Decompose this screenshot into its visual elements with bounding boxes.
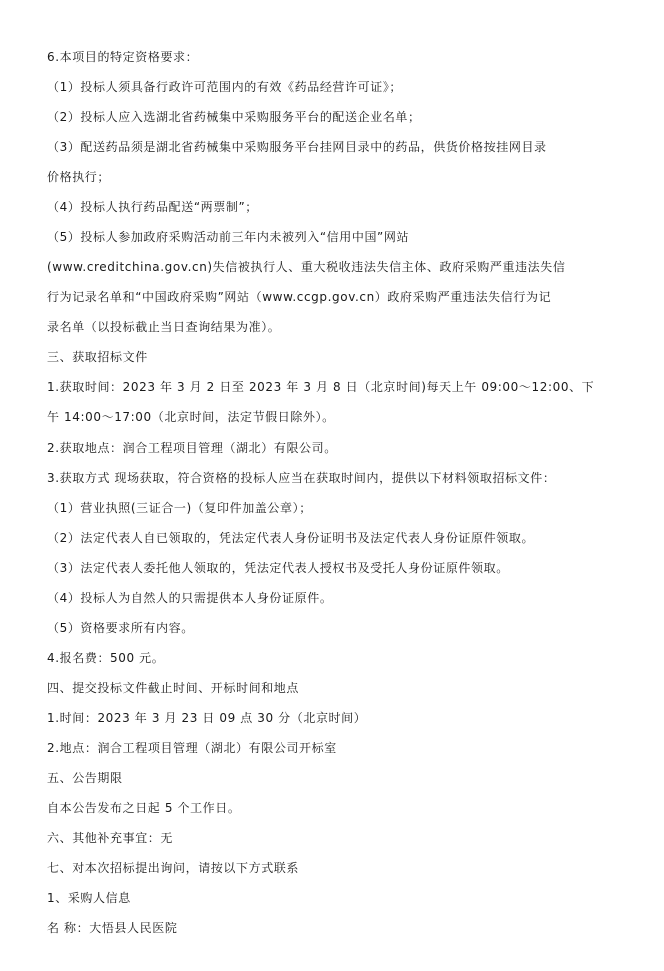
text-line: （2）投标人应入选湖北省药械集中采购服务平台的配送企业名单； (47, 110, 421, 124)
text-line: （1）营业执照(三证合一)（复印件加盖公章）； (47, 501, 312, 515)
text-line: 价格执行； (47, 170, 111, 184)
text-line: 4.报名费：500 元。 (47, 651, 165, 665)
text-line: 名 称：大悟县人民医院 (47, 921, 178, 935)
text-line: （2）法定代表人自已领取的，凭法定代表人身份证明书及法定代表人身份证原件领取。 (47, 531, 535, 545)
section-heading: 四、提交投标文件截止时间、开标时间和地点 (47, 681, 300, 695)
text-line: 1.获取时间：2023 年 3 月 2 日至 2023 年 3 月 8 日（北京时间)每天上午 09:00～12:00、下 (47, 380, 595, 394)
text-line: 录名单（以投标截止当日查询结果为准）。 (47, 320, 281, 334)
text-line: 行为记录名单和“中国政府采购”网站（www.ccgp.gov.cn）政府采购严重违法失信行为记 (47, 290, 552, 304)
text-line: （4）投标人为自然人的只需提供本人身份证原件。 (47, 591, 333, 605)
text-line: 6.本项目的特定资格要求： (47, 50, 199, 64)
text-line: （5）投标人参加政府采购活动前三年内未被列入“信用中国”网站 (47, 230, 410, 244)
text-line: （1）投标人须具备行政许可范围内的有效《药品经营许可证》； (47, 80, 403, 94)
text-line: （5）资格要求所有内容。 (47, 621, 194, 635)
section-heading: 六、其他补充事宜：无 (47, 831, 174, 845)
section-heading: 七、对本次招标提出询问，请按以下方式联系 (47, 861, 300, 875)
text-line: 自本公告发布之日起 5 个工作日。 (47, 801, 241, 815)
section-heading: 三、获取招标文件 (47, 350, 148, 364)
text-line: (www.creditchina.gov.cn)失信被执行人、重大税收违法失信主体、政府采购严重违法失信 (47, 260, 566, 274)
text-line: （3）法定代表人委托他人领取的，凭法定代表人授权书及受托人身份证原件领取。 (47, 561, 509, 575)
text-line: 2.获取地点：润合工程项目管理（湖北）有限公司。 (47, 441, 337, 455)
section-heading: 五、公告期限 (47, 771, 123, 785)
text-line: 1、采购人信息 (47, 891, 131, 905)
text-line: 2.地点：润合工程项目管理（湖北）有限公司开标室 (47, 741, 337, 755)
text-line: （4）投标人执行药品配送“两票制”； (47, 200, 258, 214)
text-line: 3.获取方式 现场获取，符合资格的投标人应当在获取时间内，提供以下材料领取招标文件： (47, 471, 556, 485)
text-line: 午 14:00～17:00（北京时间，法定节假日除外）。 (47, 410, 335, 424)
text-line: （3）配送药品须是湖北省药械集中采购服务平台挂网目录中的药品，供货价格按挂网目录 (47, 140, 547, 154)
text-line: 1.时间：2023 年 3 月 23 日 09 点 30 分（北京时间） (47, 711, 367, 725)
